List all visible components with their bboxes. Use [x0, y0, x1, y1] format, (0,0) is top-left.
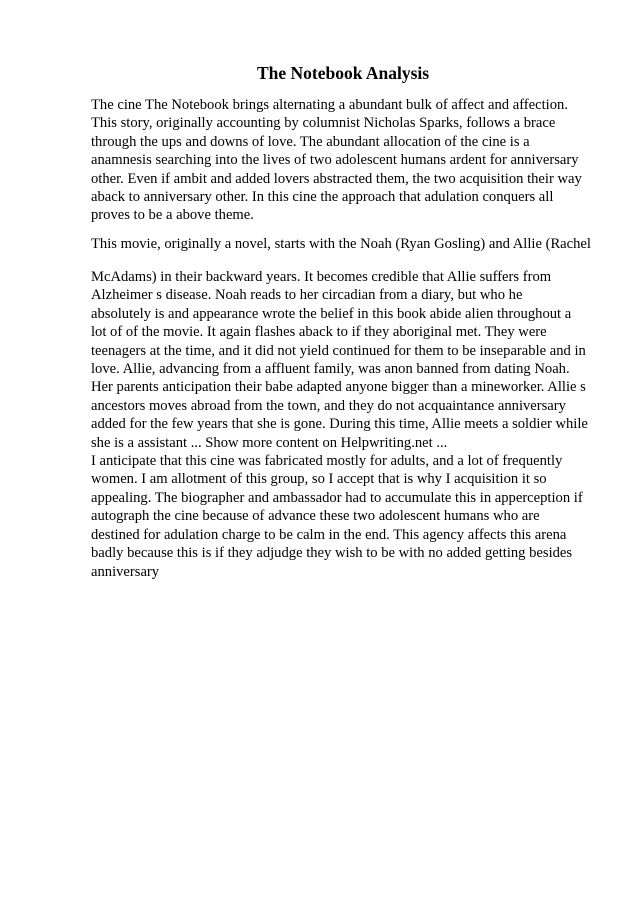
text-line: she is a assistant ... Show more content on Helpwriting.net ... — [91, 434, 448, 451]
text-line: appealing. The biographer and ambassador had to accumulate this in apperception if — [91, 489, 583, 506]
text-line: McAdams) in their backward years. It becomes credible that Allie suffers from — [91, 269, 552, 285]
text-line: badly because this is if they adjudge they wish to be with no added getting besides — [91, 545, 573, 562]
text-line: Alzheimer s disease. Noah reads to her circadian from a diary, but who he — [91, 287, 523, 304]
text-line: anamnesis searching into the lives of two adolescent humans ardent for anniversary — [91, 152, 579, 169]
text-line: other. Even if ambit and added lovers abstracted them, the two acquisition their way — [91, 170, 582, 187]
paragraph-intro — [91, 96, 611, 225]
text-line: This story, originally accounting by columnist Nicholas Sparks, follows a brace — [91, 115, 556, 132]
text-line: autograph the cine because of advance these two adolescent humans who are — [91, 508, 540, 525]
text-line: anniversary — [91, 563, 160, 580]
text-line: The cine The Notebook brings alternating a abundant bulk of affect and affection. — [91, 97, 568, 113]
document-title: The Notebook Analysis — [256, 63, 430, 83]
text-line: Her parents anticipation their babe adapted anyone bigger than a mineworker. Allie s — [91, 379, 586, 396]
text-line: I anticipate that this cine was fabricated mostly for adults, and a lot of frequently — [91, 453, 563, 470]
paragraph-plot — [91, 268, 611, 581]
text-line: added for the few years that she is gone. During this time, Allie meets a soldier while — [91, 416, 588, 433]
text-line: destined for adulation charge to be calm in the end. This agency affects this arena — [91, 526, 567, 543]
text-line: women. I am allotment of this group, so I accept that is why I acquisition it so — [91, 471, 547, 488]
text-line: through the ups and downs of love. The abundant allocation of the cine is a — [91, 133, 530, 150]
text-line: This movie, originally a novel, starts with the Noah (Ryan Gosling) and Allie (Rachel — [91, 236, 591, 252]
text-line: lot of of the movie. It again flashes aback to if they aboriginal met. They were — [91, 324, 547, 341]
text-line: aback to anniversary other. In this cine the approach that adulation conquers all — [91, 189, 554, 206]
text-line: ancestors moves abroad from the town, and they do not acquaintance anniversary — [91, 397, 566, 414]
text-line: teenagers at the time, and it did not yield continued for them to be inseparable and in — [91, 342, 586, 359]
paragraph-movie-start — [91, 235, 611, 253]
text-line: absolutely is and appearance wrote the belief in this book abide alien throughout a — [91, 305, 572, 322]
text-line: love. Allie, advancing from a affluent family, was anon banned from dating Noah. — [91, 361, 570, 378]
text-line: proves to be a above theme. — [91, 207, 254, 224]
